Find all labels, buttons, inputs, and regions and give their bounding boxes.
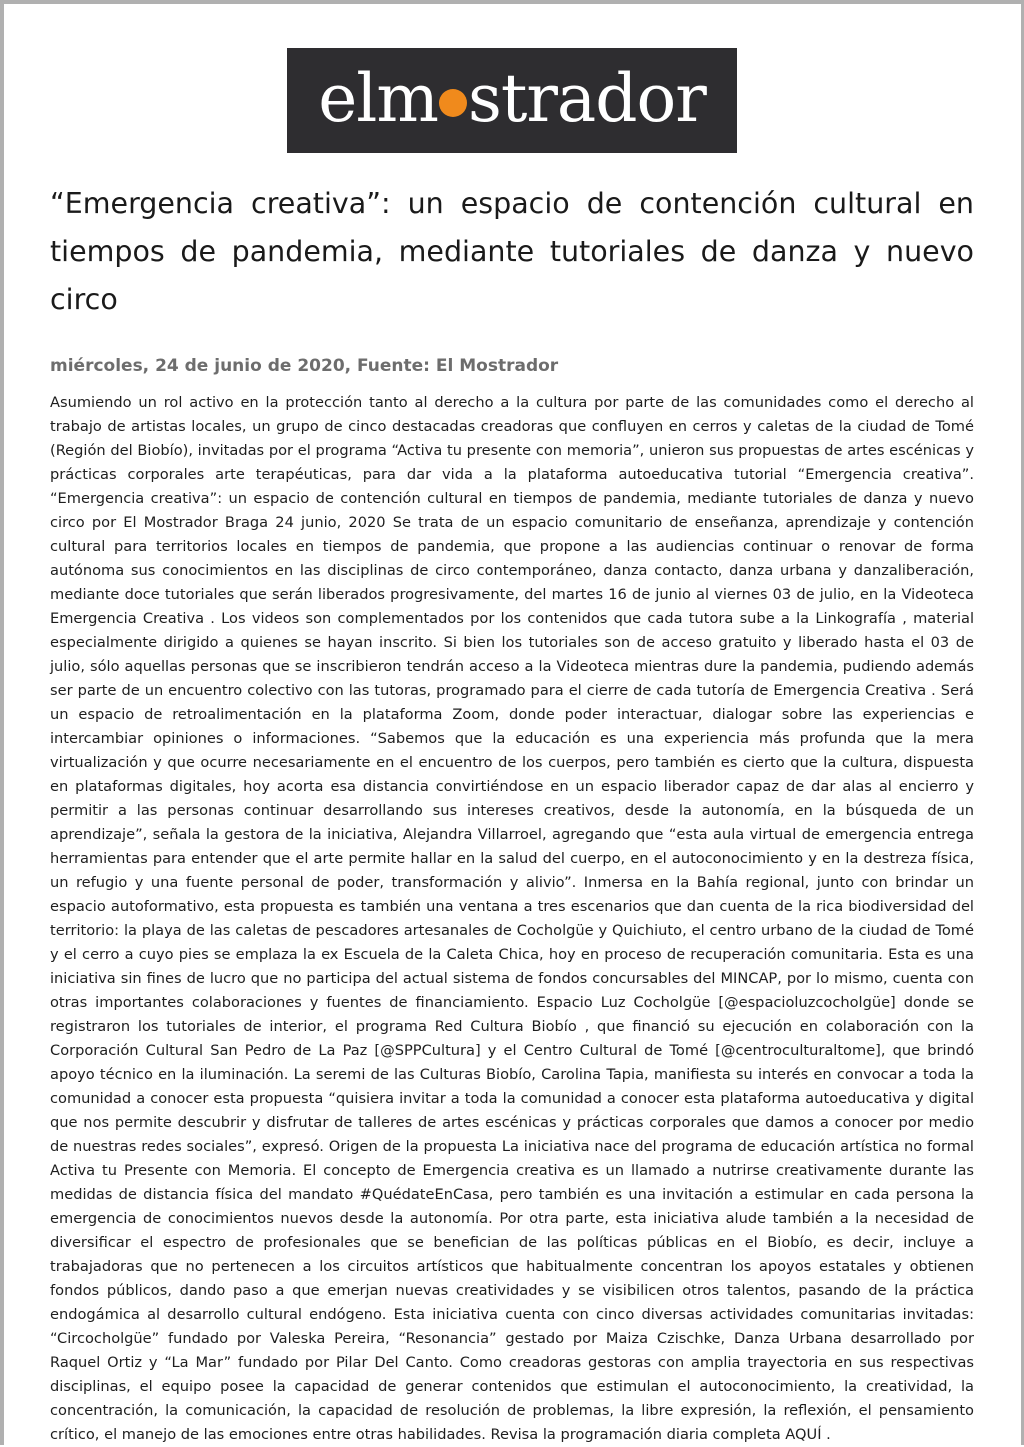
article-title: “Emergencia creativa”: un espacio de contención cultural en tiempos de pandemia, mediante tutoriales de danza y nuevo circo	[50, 187, 974, 316]
article-dateline: miércoles, 24 de junio de 2020, Fuente: El Mostrador	[50, 356, 559, 376]
logo-text-end: strador	[467, 59, 706, 137]
logo-dot-icon	[439, 89, 467, 117]
logo-wordmark	[318, 59, 706, 137]
logo-text-start: elm	[318, 59, 438, 137]
elmostrador-logo	[287, 48, 737, 153]
article-body: Asumiendo un rol activo en la protección tanto al derecho a la cultura por parte de las comunidades como el derecho al trabajo de artistas locales, un grupo de cinco destacadas creadoras que confluyen en cerros y caletas de la ciudad de Tomé (Región del Biobío), invitadas por el programa “Activa tu presente con memoria”, unieron sus propuestas de artes escénicas y prácticas corporales arte terapéuticas, para dar vida a la plataforma autoeducativa tutorial “Emergencia creativa”. “Emergencia creativa”: un espacio de contención cultural en tiempos de pandemia, mediante tutoriales de danza y nuevo circo por El Mostrador Braga 24 junio, 2020 Se trata de un espacio comunitario de enseñanza, aprendizaje y contención cultural para territorios locales en tiempos de pandemia, que propone a las audiencias continuar o renovar de forma autónoma sus conocimientos en las disciplinas de circo contemporáneo, danza contacto, danza urbana y danzaliberación, mediante doce tutoriales que serán liberados progresivamente, del martes 16 de junio al viernes 03 de julio, en la Videoteca Emergencia Creativa . Los videos son complementados por los contenidos que cada tutora sube a la Linkografía , material especialmente dirigido a quienes se hayan inscrito. Si bien los tutoriales son de acceso gratuito y liberado hasta el 03 de julio, sólo aquellas personas que se inscribieron tendrán acceso a la Videoteca mientras dure la pandemia, pudiendo además ser parte de un encuentro colectivo con las tutoras, programado para el cierre de cada tutoría de Emergencia Creativa . Será un espacio de retroalimentación en la plataforma Zoom, donde poder interactuar, dialogar sobre las experiencias e intercambiar opiniones o informaciones. “Sabemos que la educación es una experiencia más profunda que la mera virtualización y que ocurre necesariamente en el encuentro de los cuerpos, pero también es cierto que la cultura, dispuesta en plataformas digitales, hoy acorta esa distancia convirtiéndose en un espacio liberador capaz de dar alas al encierro y permitir a las personas continuar desarrollando sus intereses creativos, desde la autonomía, en la búsqueda de un aprendizaje”, señala la gestora de la iniciativa, Alejandra Villarroel, agregando que “esta aula virtual de emergencia entrega herramientas para entender que el arte permite hallar en la salud del cuerpo, en el autoconocimiento y en la destreza física, un refugio y una fuente personal de poder, transformación y alivio”. Inmersa en la Bahía regional, junto con brindar un espacio autoformativo, esta propuesta es también una ventana a tres escenarios que dan cuenta de la rica biodiversidad del territorio: la playa de las caletas de pescadores artesanales de Cocholgüe y Quichiuto, el centro urbano de la ciudad de Tomé y el cerro a cuyo pies se emplaza la ex Escuela de la Caleta Chica, hoy en proceso de recuperación comunitaria. Esta es una iniciativa sin fines de lucro que no participa del actual sistema de fondos concursables del MINCAP, por lo mismo, cuenta con otras importantes colaboraciones y fuentes de financiamiento. Espacio Luz Cocholgüe [@espacioluzcocholgüe] donde se registraron los tutoriales de interior, el programa Red Cultura Biobío , que financió su ejecución en colaboración con la Corporación Cultural San Pedro de La Paz [@SPPCultura] y el Centro Cultural de Tomé [@centroculturaltome], que brindó apoyo técnico en la iluminación. La seremi de las Culturas Biobío, Carolina Tapia, manifiesta su interés en convocar a toda la comunidad a conocer esta propuesta “quisiera invitar a toda la comunidad a conocer esta plataforma autoeducativa y digital que nos permite descubrir y disfrutar de talleres de artes escénicas y prácticas corporales que damos a conocer por medio de nuestras redes sociales”, expresó. Origen de la propuesta La iniciativa nace del programa de educación artística no formal Activa tu Presente con Memoria. El concepto de Emergencia creativa es un llamado a nutrirse creativamente durante las medidas de distancia física del mandato #QuédateEnCasa, pero también es una invitación a estimular en cada persona la emergencia de conocimientos nuevos desde la autonomía. Por otra parte, esta iniciativa alude también a la necesidad de diversificar el espectro de profesionales que se benefician de las políticas públicas en el Biobío, es decir, incluye a trabajadoras que no pertenecen a los circuitos artísticos que habitualmente concentran los apoyos estatales y obtienen fondos públicos, dando paso a que emerjan nuevas creatividades y se visibilicen otros talentos, pasando de la práctica endogámica al desarrollo cultural endógeno. Esta iniciativa cuenta con cinco diversas actividades comunitarias invitadas: “Circocholgüe” fundado por Valeska Pereira, “Resonancia” gestado por Maiza Czischke, Danza Urbana desarrollado por Raquel Ortiz y “La Mar” fundado por Pilar Del Canto. Como creadoras gestoras con amplia trayectoria en sus respectivas disciplinas, el equipo posee la capacidad de generar contenidos que estimulan el autoconocimiento, la creatividad, la concentración, la comunicación, la capacidad de resolución de problemas, la libre expresión, la reflexión, el pensamiento crítico, el manejo de las emociones entre otras habilidades. Revisa la programación diaria completa AQUÍ .	[50, 394, 974, 1443]
